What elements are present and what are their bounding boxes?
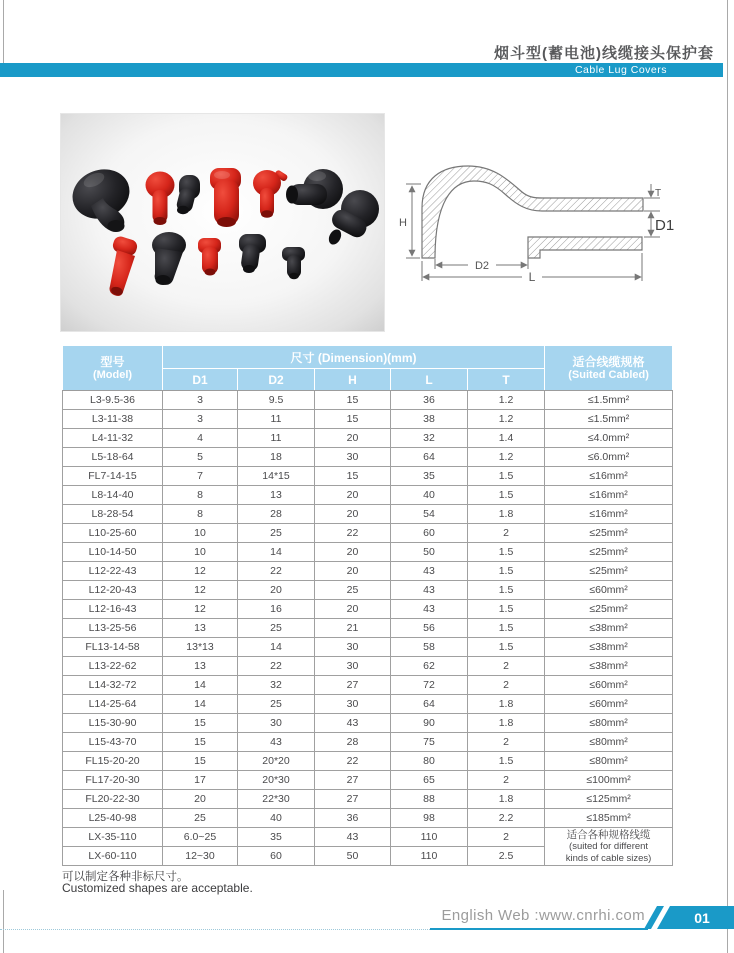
cover-black-pipe-left — [286, 169, 343, 209]
cell-h: 36 — [315, 809, 391, 828]
col-header-dimension: 尺寸 (Dimension)(mm) — [163, 346, 545, 369]
col-header-suited — [545, 346, 673, 391]
cell-d2: 14*15 — [238, 467, 315, 486]
cell-h: 43 — [315, 828, 391, 847]
page-number-ribbon — [630, 906, 734, 929]
table-row — [63, 467, 673, 486]
table-row — [63, 695, 673, 714]
cell-h: 30 — [315, 695, 391, 714]
cell-model: L14-32-72 — [63, 676, 163, 695]
cell-d2: 28 — [238, 505, 315, 524]
cell-suited: ≤25mm² — [545, 600, 673, 619]
cell-l: 43 — [391, 581, 468, 600]
cell-h: 43 — [315, 714, 391, 733]
cell-h: 20 — [315, 543, 391, 562]
cell-d1: 10 — [163, 524, 238, 543]
cell-d2: 22 — [238, 657, 315, 676]
cell-model: L4-11-32 — [63, 429, 163, 448]
merged-suited-zh: 适合各种规格线缆 — [566, 829, 651, 842]
cell-h: 30 — [315, 638, 391, 657]
cell-model: L15-43-70 — [63, 733, 163, 752]
cell-suited: ≤60mm² — [545, 581, 673, 600]
cell-d2: 14 — [238, 543, 315, 562]
cell-h: 20 — [315, 429, 391, 448]
cell-model: L15-30-90 — [63, 714, 163, 733]
cell-model: L12-22-43 — [63, 562, 163, 581]
cell-d1: 8 — [163, 505, 238, 524]
table-row — [63, 448, 673, 467]
cell-model: L10-14-50 — [63, 543, 163, 562]
col-header-h: H — [315, 369, 391, 391]
table-row — [63, 619, 673, 638]
table-row — [63, 638, 673, 657]
cell-suited: ≤25mm² — [545, 543, 673, 562]
cell-suited: ≤38mm² — [545, 657, 673, 676]
section-bar — [0, 63, 723, 77]
cell-suited: ≤80mm² — [545, 733, 673, 752]
cell-suited: ≤60mm² — [545, 676, 673, 695]
cell-t: 1.8 — [468, 790, 545, 809]
table-row — [63, 714, 673, 733]
cell-t: 1.2 — [468, 448, 545, 467]
cell-suited: ≤16mm² — [545, 467, 673, 486]
cell-d1: 17 — [163, 771, 238, 790]
cell-t: 1.8 — [468, 714, 545, 733]
col-header-l: L — [391, 369, 468, 391]
col-header-model-en: (Model) — [92, 368, 133, 381]
cell-d2: 22*30 — [238, 790, 315, 809]
cover-black-elbow-large — [66, 162, 137, 232]
cell-suited: ≤38mm² — [545, 638, 673, 657]
cell-model: FL15-20-20 — [63, 752, 163, 771]
cell-suited: ≤1.5mm² — [545, 391, 673, 410]
table-row — [63, 733, 673, 752]
cell-t: 1.5 — [468, 543, 545, 562]
table-row — [63, 600, 673, 619]
cell-t: 2.5 — [468, 847, 545, 866]
dim-label-l: L — [528, 270, 536, 284]
cell-model: LX-60-110 — [63, 847, 163, 866]
cell-t: 1.5 — [468, 619, 545, 638]
dim-label-d2: D2 — [474, 260, 490, 272]
cell-model: LX-35-110 — [63, 828, 163, 847]
cell-l: 54 — [391, 505, 468, 524]
cell-d2: 43 — [238, 733, 315, 752]
cell-t: 1.5 — [468, 486, 545, 505]
cell-suited: ≤16mm² — [545, 505, 673, 524]
cell-h: 27 — [315, 676, 391, 695]
merged-suited-en: (suited for different — [569, 841, 649, 853]
cell-l: 75 — [391, 733, 468, 752]
technical-diagram — [390, 140, 734, 300]
dim-label-d1: D1 — [655, 217, 675, 234]
cell-d1: 5 — [163, 448, 238, 467]
cell-d2: 20 — [238, 581, 315, 600]
spec-table-head — [63, 346, 673, 391]
cell-d2: 35 — [238, 828, 315, 847]
cell-t: 2 — [468, 524, 545, 543]
cell-d2: 60 — [238, 847, 315, 866]
cell-h: 50 — [315, 847, 391, 866]
cell-model: L13-25-56 — [63, 619, 163, 638]
cell-d2: 32 — [238, 676, 315, 695]
footer-dotted-line — [0, 929, 430, 930]
table-row — [63, 543, 673, 562]
cell-t: 1.8 — [468, 505, 545, 524]
cover-black-taper — [152, 232, 186, 285]
cell-d1: 10 — [163, 543, 238, 562]
cell-d2: 18 — [238, 448, 315, 467]
cell-l: 60 — [391, 524, 468, 543]
cell-d1: 25 — [163, 809, 238, 828]
table-row — [63, 391, 673, 410]
cell-h: 15 — [315, 467, 391, 486]
col-header-d2: D2 — [238, 369, 315, 391]
cell-d2: 11 — [238, 410, 315, 429]
cell-h: 20 — [315, 505, 391, 524]
table-row — [63, 486, 673, 505]
cell-h: 20 — [315, 486, 391, 505]
cell-h: 22 — [315, 752, 391, 771]
cell-l: 43 — [391, 600, 468, 619]
cell-h: 28 — [315, 733, 391, 752]
cell-model: FL20-22-30 — [63, 790, 163, 809]
table-row — [63, 581, 673, 600]
cover-red-small — [198, 238, 221, 276]
spec-table — [62, 345, 673, 866]
cell-l: 88 — [391, 790, 468, 809]
cell-model: L13-22-62 — [63, 657, 163, 676]
product-photo — [60, 113, 385, 332]
cell-t: 1.5 — [468, 467, 545, 486]
cell-t: 2.2 — [468, 809, 545, 828]
cell-l: 62 — [391, 657, 468, 676]
cell-d1: 15 — [163, 733, 238, 752]
table-row — [63, 752, 673, 771]
table-row — [63, 676, 673, 695]
cell-d1: 12 — [163, 581, 238, 600]
col-header-d1: D1 — [163, 369, 238, 391]
cell-model: L12-20-43 — [63, 581, 163, 600]
cell-t: 2 — [468, 771, 545, 790]
cell-l: 72 — [391, 676, 468, 695]
cell-l: 98 — [391, 809, 468, 828]
cell-suited: ≤6.0mm² — [545, 448, 673, 467]
cell-model: FL7-14-15 — [63, 467, 163, 486]
cell-t: 1.4 — [468, 429, 545, 448]
footer-underline — [430, 928, 648, 930]
cell-t: 2 — [468, 676, 545, 695]
cell-suited-merged — [545, 828, 673, 866]
cell-d2: 11 — [238, 429, 315, 448]
table-row — [63, 562, 673, 581]
col-header-suited-zh: 适合线缆规格 — [572, 354, 645, 369]
cell-suited: ≤38mm² — [545, 619, 673, 638]
cell-suited: ≤60mm² — [545, 695, 673, 714]
cell-t: 1.8 — [468, 695, 545, 714]
cell-d1: 13 — [163, 657, 238, 676]
cover-red-cap-tube — [146, 172, 175, 226]
page-title: 烟斗型(蓄电池)线缆接头保护套 — [494, 45, 714, 62]
cover-red-cap-tube-tab — [253, 169, 289, 218]
cell-suited: ≤80mm² — [545, 714, 673, 733]
cell-suited: ≤16mm² — [545, 486, 673, 505]
cell-h: 27 — [315, 790, 391, 809]
cell-d2: 30 — [238, 714, 315, 733]
spec-table-body — [63, 391, 673, 866]
dim-label-h: H — [399, 217, 407, 229]
cell-h: 21 — [315, 619, 391, 638]
dim-label-t: T — [655, 188, 662, 199]
cell-model: L3-11-38 — [63, 410, 163, 429]
cell-suited: ≤125mm² — [545, 790, 673, 809]
cell-model: L25-40-98 — [63, 809, 163, 828]
cell-l: 58 — [391, 638, 468, 657]
cell-d1: 8 — [163, 486, 238, 505]
cell-t: 2 — [468, 657, 545, 676]
cell-d1: 3 — [163, 410, 238, 429]
cell-d1: 15 — [163, 714, 238, 733]
cover-black-elbow-tiny — [282, 247, 305, 279]
cover-red-straight-large — [210, 168, 241, 227]
cell-d1: 4 — [163, 429, 238, 448]
cell-d1: 12 — [163, 600, 238, 619]
cell-suited: ≤100mm² — [545, 771, 673, 790]
cell-d1: 12 — [163, 562, 238, 581]
left-margin-rule-bottom — [3, 890, 4, 953]
cell-h: 30 — [315, 657, 391, 676]
cell-suited: ≤1.5mm² — [545, 410, 673, 429]
cell-suited: ≤25mm² — [545, 524, 673, 543]
cell-suited: ≤80mm² — [545, 752, 673, 771]
cell-suited: ≤4.0mm² — [545, 429, 673, 448]
cell-t: 1.5 — [468, 638, 545, 657]
cell-d1: 7 — [163, 467, 238, 486]
cell-model: L14-25-64 — [63, 695, 163, 714]
cell-d1: 14 — [163, 676, 238, 695]
cover-black-elbow-small — [175, 175, 200, 214]
cell-l: 65 — [391, 771, 468, 790]
footer-web-label: English Web :www.cnrhi.com — [441, 907, 645, 924]
cover-black-elbow-mid — [239, 234, 266, 273]
cell-model: L8-14-40 — [63, 486, 163, 505]
note-zh: 可以制定各种非标尺寸。 — [62, 871, 189, 883]
cell-l: 36 — [391, 391, 468, 410]
cell-t: 1.5 — [468, 562, 545, 581]
cell-t: 2 — [468, 733, 545, 752]
cell-d1: 13*13 — [163, 638, 238, 657]
cell-h: 22 — [315, 524, 391, 543]
product-photo-art — [61, 114, 386, 333]
cell-h: 20 — [315, 600, 391, 619]
table-row — [63, 505, 673, 524]
cell-model: FL13-14-58 — [63, 638, 163, 657]
cell-d2: 25 — [238, 524, 315, 543]
col-header-suited-en: (Suited Cabled) — [568, 368, 649, 381]
cell-model: L12-16-43 — [63, 600, 163, 619]
cell-model: FL17-20-30 — [63, 771, 163, 790]
cell-d2: 9.5 — [238, 391, 315, 410]
cell-l: 32 — [391, 429, 468, 448]
cell-h: 25 — [315, 581, 391, 600]
table-row — [63, 429, 673, 448]
cell-l: 64 — [391, 695, 468, 714]
cell-l: 35 — [391, 467, 468, 486]
cover-wall-lower — [528, 237, 642, 258]
merged-suited-en: kinds of cable sizes) — [565, 852, 652, 864]
cell-d2: 16 — [238, 600, 315, 619]
table-row — [63, 790, 673, 809]
cell-l: 80 — [391, 752, 468, 771]
cell-d2: 22 — [238, 562, 315, 581]
cell-h: 27 — [315, 771, 391, 790]
table-row — [63, 809, 673, 828]
cell-t: 1.2 — [468, 410, 545, 429]
table-row — [63, 524, 673, 543]
table-row — [63, 410, 673, 429]
cell-model: L10-25-60 — [63, 524, 163, 543]
cell-h: 15 — [315, 410, 391, 429]
cell-t: 1.5 — [468, 752, 545, 771]
cell-model: L5-18-64 — [63, 448, 163, 467]
cell-suited: ≤25mm² — [545, 562, 673, 581]
cell-t: 1.5 — [468, 581, 545, 600]
cell-d1: 15 — [163, 752, 238, 771]
cell-d1: 14 — [163, 695, 238, 714]
cell-d1: 13 — [163, 619, 238, 638]
cell-l: 110 — [391, 847, 468, 866]
cell-suited: ≤185mm² — [545, 809, 673, 828]
cell-d2: 20*20 — [238, 752, 315, 771]
table-row — [63, 657, 673, 676]
cross-section-drawing — [390, 140, 734, 300]
note-en: Customized shapes are acceptable. — [62, 881, 253, 895]
cell-d2: 25 — [238, 695, 315, 714]
cover-red-taper-long — [110, 235, 139, 297]
cell-h: 15 — [315, 391, 391, 410]
cell-l: 40 — [391, 486, 468, 505]
table-row — [63, 828, 673, 847]
cell-t: 2 — [468, 828, 545, 847]
cell-l: 64 — [391, 448, 468, 467]
cell-t: 1.5 — [468, 600, 545, 619]
cell-d1: 3 — [163, 391, 238, 410]
cell-l: 110 — [391, 828, 468, 847]
cell-d2: 20*30 — [238, 771, 315, 790]
table-row — [63, 771, 673, 790]
cell-l: 90 — [391, 714, 468, 733]
col-header-t: T — [468, 369, 545, 391]
cell-t: 1.2 — [468, 391, 545, 410]
page-number: 01 — [694, 910, 710, 926]
section-bar-label: Cable Lug Covers — [574, 64, 667, 76]
cell-d1: 20 — [163, 790, 238, 809]
cell-d1: 6.0~25 — [163, 828, 238, 847]
cell-d2: 40 — [238, 809, 315, 828]
cell-d2: 14 — [238, 638, 315, 657]
cell-l: 43 — [391, 562, 468, 581]
cell-l: 38 — [391, 410, 468, 429]
cell-model: L8-28-54 — [63, 505, 163, 524]
cell-l: 56 — [391, 619, 468, 638]
cell-h: 30 — [315, 448, 391, 467]
cell-model: L3-9.5-36 — [63, 391, 163, 410]
col-header-model-zh: 型号 — [100, 354, 125, 369]
cell-d2: 25 — [238, 619, 315, 638]
cell-d1: 12~30 — [163, 847, 238, 866]
cell-l: 50 — [391, 543, 468, 562]
col-header-model — [63, 346, 163, 391]
cell-h: 20 — [315, 562, 391, 581]
cell-d2: 13 — [238, 486, 315, 505]
